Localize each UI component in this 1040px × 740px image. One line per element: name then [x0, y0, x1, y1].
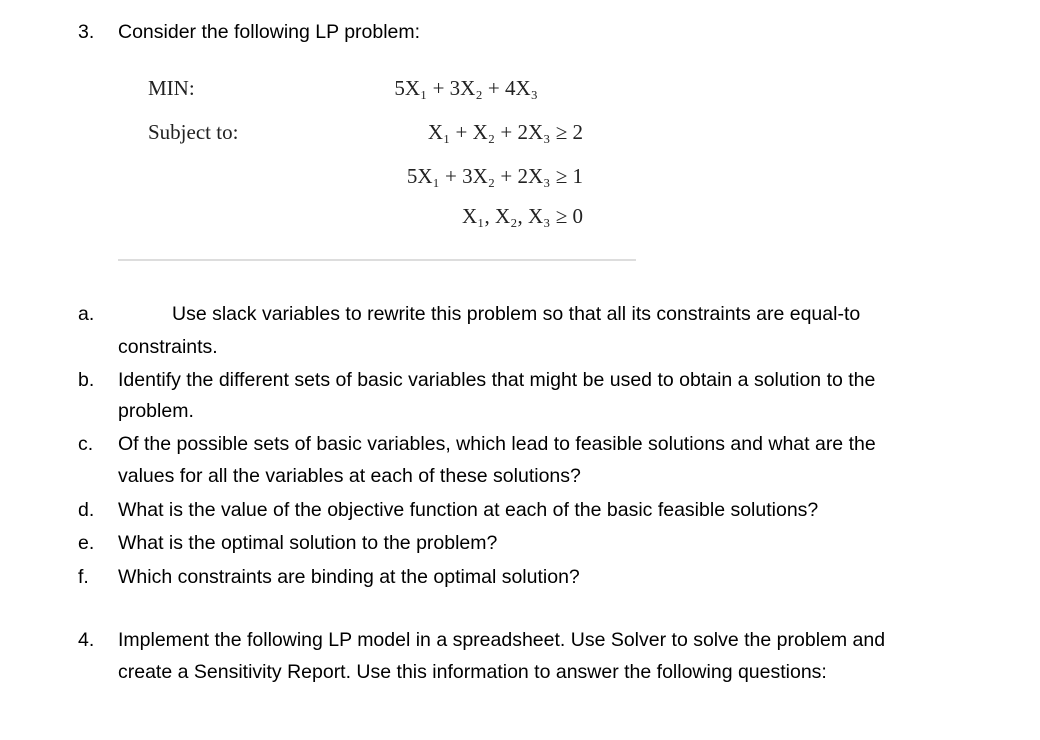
part-b-text: Identify the different sets of basic variables that might be used to obtain a solution to the: [118, 369, 876, 391]
question-number: 3.: [78, 21, 95, 43]
min-label: MIN:: [148, 76, 195, 100]
part-a-text: Use slack variables to rewrite this problem so that all its constraints are equal-to: [172, 303, 861, 325]
part-e-label: e.: [78, 532, 95, 554]
part-c-label: c.: [78, 433, 94, 455]
nonnegativity-constraint: X₁, X₂, X₃ ≥ 0: [462, 204, 583, 228]
part-c-text: Of the possible sets of basic variables, which lead to feasible solutions and what are the: [118, 433, 876, 455]
divider: [118, 259, 636, 261]
part-f-label: f.: [78, 566, 89, 588]
question-4-number: 4.: [78, 629, 95, 651]
part-f-text: Which constraints are binding at the optimal solution?: [118, 566, 580, 588]
part-c-text-cont: values for all the variables at each of these solutions?: [118, 465, 581, 487]
part-b-label: b.: [78, 369, 95, 391]
question-4-text-cont: create a Sensitivity Report. Use this information to answer the following questions:: [118, 661, 827, 683]
part-e-text: What is the optimal solution to the problem?: [118, 532, 498, 554]
part-a-text-cont: constraints.: [118, 336, 218, 358]
part-d-text: What is the value of the objective function at each of the basic feasible solutions?: [118, 499, 819, 521]
question-title: Consider the following LP problem:: [118, 21, 421, 43]
subject-to-label: Subject to:: [148, 120, 239, 144]
part-d-label: d.: [78, 499, 95, 521]
constraint-1: X₁ + X₂ + 2X₃ ≥ 2: [427, 120, 583, 144]
part-b-text-cont: problem.: [118, 400, 194, 422]
constraint-2: 5X₁ + 3X₂ + 2X₃ ≥ 1: [406, 164, 583, 188]
objective-function: 5X₁ + 3X₂ + 4X₃: [394, 76, 538, 100]
part-a-label: a.: [78, 303, 95, 325]
question-4-text: Implement the following LP model in a spreadsheet. Use Solver to solve the problem and: [118, 629, 886, 651]
